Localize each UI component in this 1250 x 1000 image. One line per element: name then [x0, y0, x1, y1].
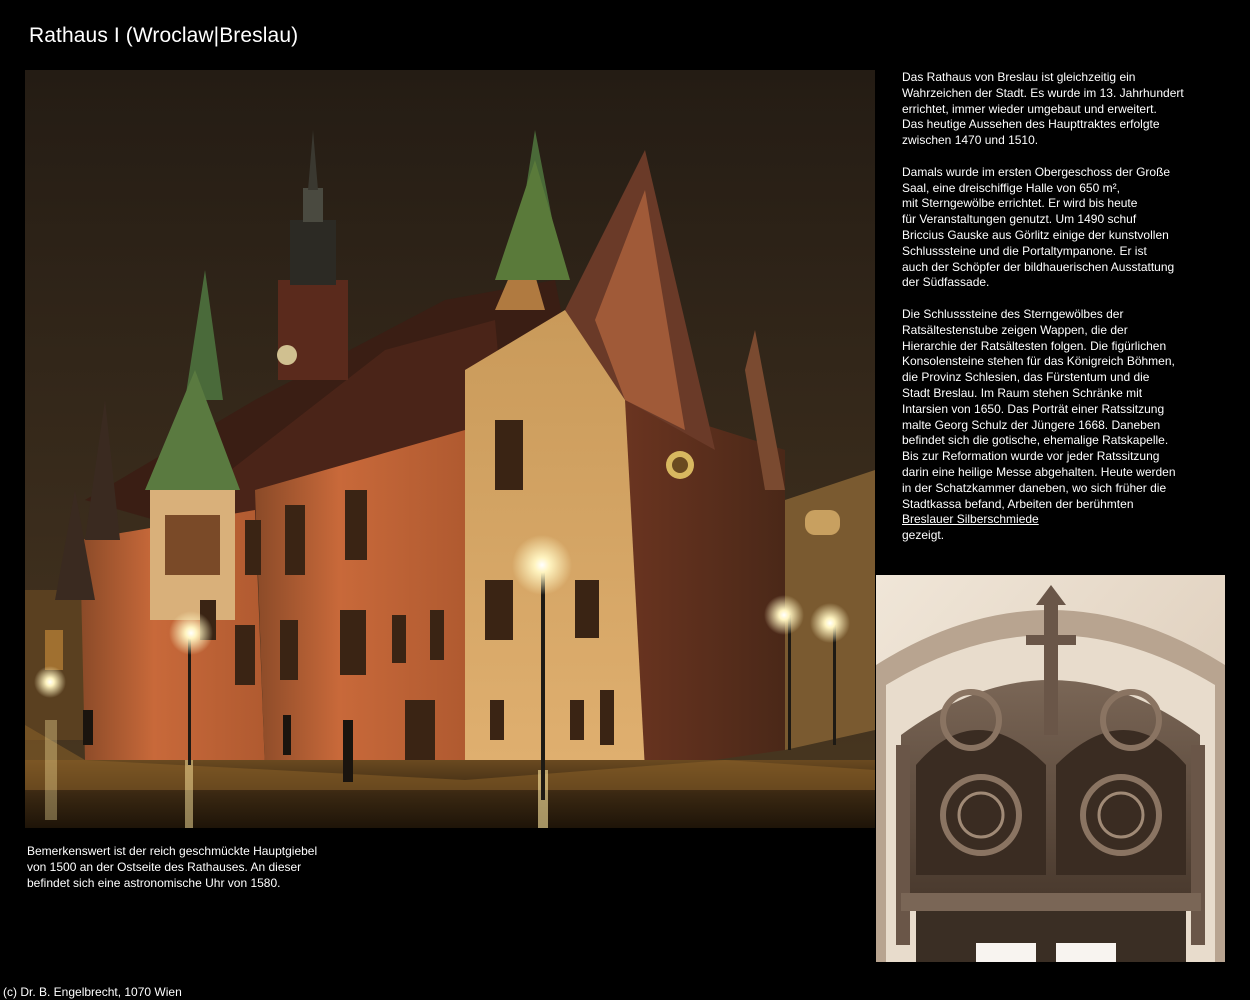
paragraph-elders-room: Die Schlusssteine des Sterngewölbes der Ratsältestenstube zeigen Wappen, die der Hierarchie der Ratsältesten folgen. Die figürlichen Konsolensteine stehen für das Königreich Böhmen, die Provinz Schlesien, das Fürstentum und die Stadt Breslau. Im Raum stehen Schränke mit Intarsien von 1650. Das Porträt einer Ratssitzung malte Georg Schulz der Jüngere 1668. Daneben befindet sich die gotische, ehemalige Ratskapelle. Bis zur Reformation wurde vor jeder Ratssitzung darin eine heilige Messe abgehalten. Heute werden in der Schatzkammer daneben, wo sich früher die Stadtkassa befand, Arbeiten der berühmten [902, 306, 1176, 511]
paragraph-ending: gezeigt. [902, 528, 945, 543]
tympanum-detail-photo [876, 575, 1225, 962]
photo-caption: Bemerkenswert ist der reich geschmückte Hauptgiebel von 1500 an der Ostseite des Rathauses. An dieser befindet sich eine astronomische Uhr von 1580. [27, 844, 318, 890]
paragraph-great-hall: Damals wurde im ersten Obergeschoss der Große Saal, eine dreischiffige Halle von 650 m², mit Sterngewölbe errichtet. Er wird bis heute für Veranstaltungen genutzt. Um 1490 schuf Briccius Gauske aus Görlitz einige der kunstvollen Schlusssteine und die Portaltympanone. Er ist auch der Schöpfer der bildhauerischen Ausstattung der Südfassade. [902, 164, 1175, 290]
silversmith-link[interactable]: Breslauer Silberschmiede [902, 512, 1039, 527]
copyright-notice: (c) Dr. B. Engelbrecht, 1070 Wien [3, 985, 182, 999]
paragraph-history: Das Rathaus von Breslau ist gleichzeitig ein Wahrzeichen der Stadt. Es wurde im 13. Jahrhundert errichtet, immer wieder umgebaut und erweitert. Das heutige Aussehen des Haupttraktes erfolgte zwischen 1470 und 1510. [902, 70, 1184, 148]
description-text [902, 70, 1202, 544]
page-title: Rathaus I (Wroclaw|Breslau) [29, 24, 299, 47]
town-hall-photo [25, 70, 875, 828]
